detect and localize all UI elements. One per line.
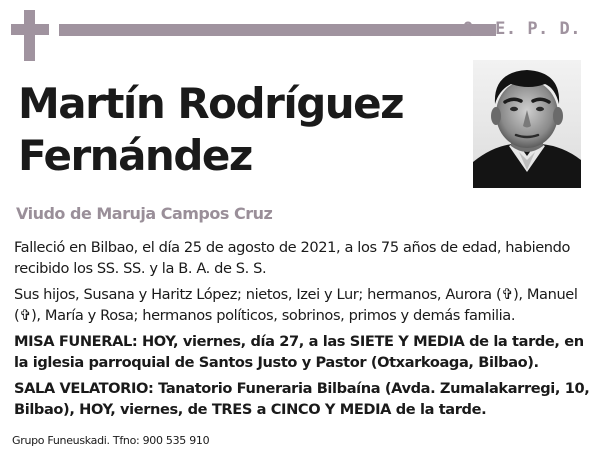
portrait-photo [473, 60, 581, 188]
widower-of: Viudo de Maruja Campos Cruz [16, 204, 273, 223]
name-line-2: Fernández [18, 131, 252, 180]
latin-cross-icon [11, 10, 49, 61]
qepd-label: Q. E. P. D. [462, 19, 581, 39]
footer-contact: Grupo Funeuskadi. Tfno: 900 535 910 [12, 434, 210, 447]
wake-room-info: SALA VELATORIO: Tanatorio Funeraria Bilbaína (Avda. Zumalakarregi, 10, Bilbao), HOY, viernes, de TRES a CINCO Y MEDIA de la tarde. [14, 380, 590, 418]
deceased-name [18, 78, 458, 182]
name-line-1: Martín Rodríguez [18, 79, 404, 128]
family-list: Sus hijos, Susana y Haritz López; nietos, Izei y Lur; hermanos, Aurora (✞), Manuel (✞), María y Rosa; hermanos políticos, sobrinos, primos y demás familia. [14, 286, 578, 324]
funeral-mass-info: MISA FUNERAL: HOY, viernes, día 27, a las SIETE Y MEDIA de la tarde, en la iglesia parroquial de Santos Justo y Pastor (Otxarkoaga, Bilbao). [14, 333, 584, 371]
obituary-body [14, 237, 594, 425]
death-notice: Falleció en Bilbao, el día 25 de agosto de 2021, a los 75 años de edad, habiendo recibido los SS. SS. y la B. A. de S. S. [14, 239, 571, 277]
header-rule [59, 24, 496, 36]
